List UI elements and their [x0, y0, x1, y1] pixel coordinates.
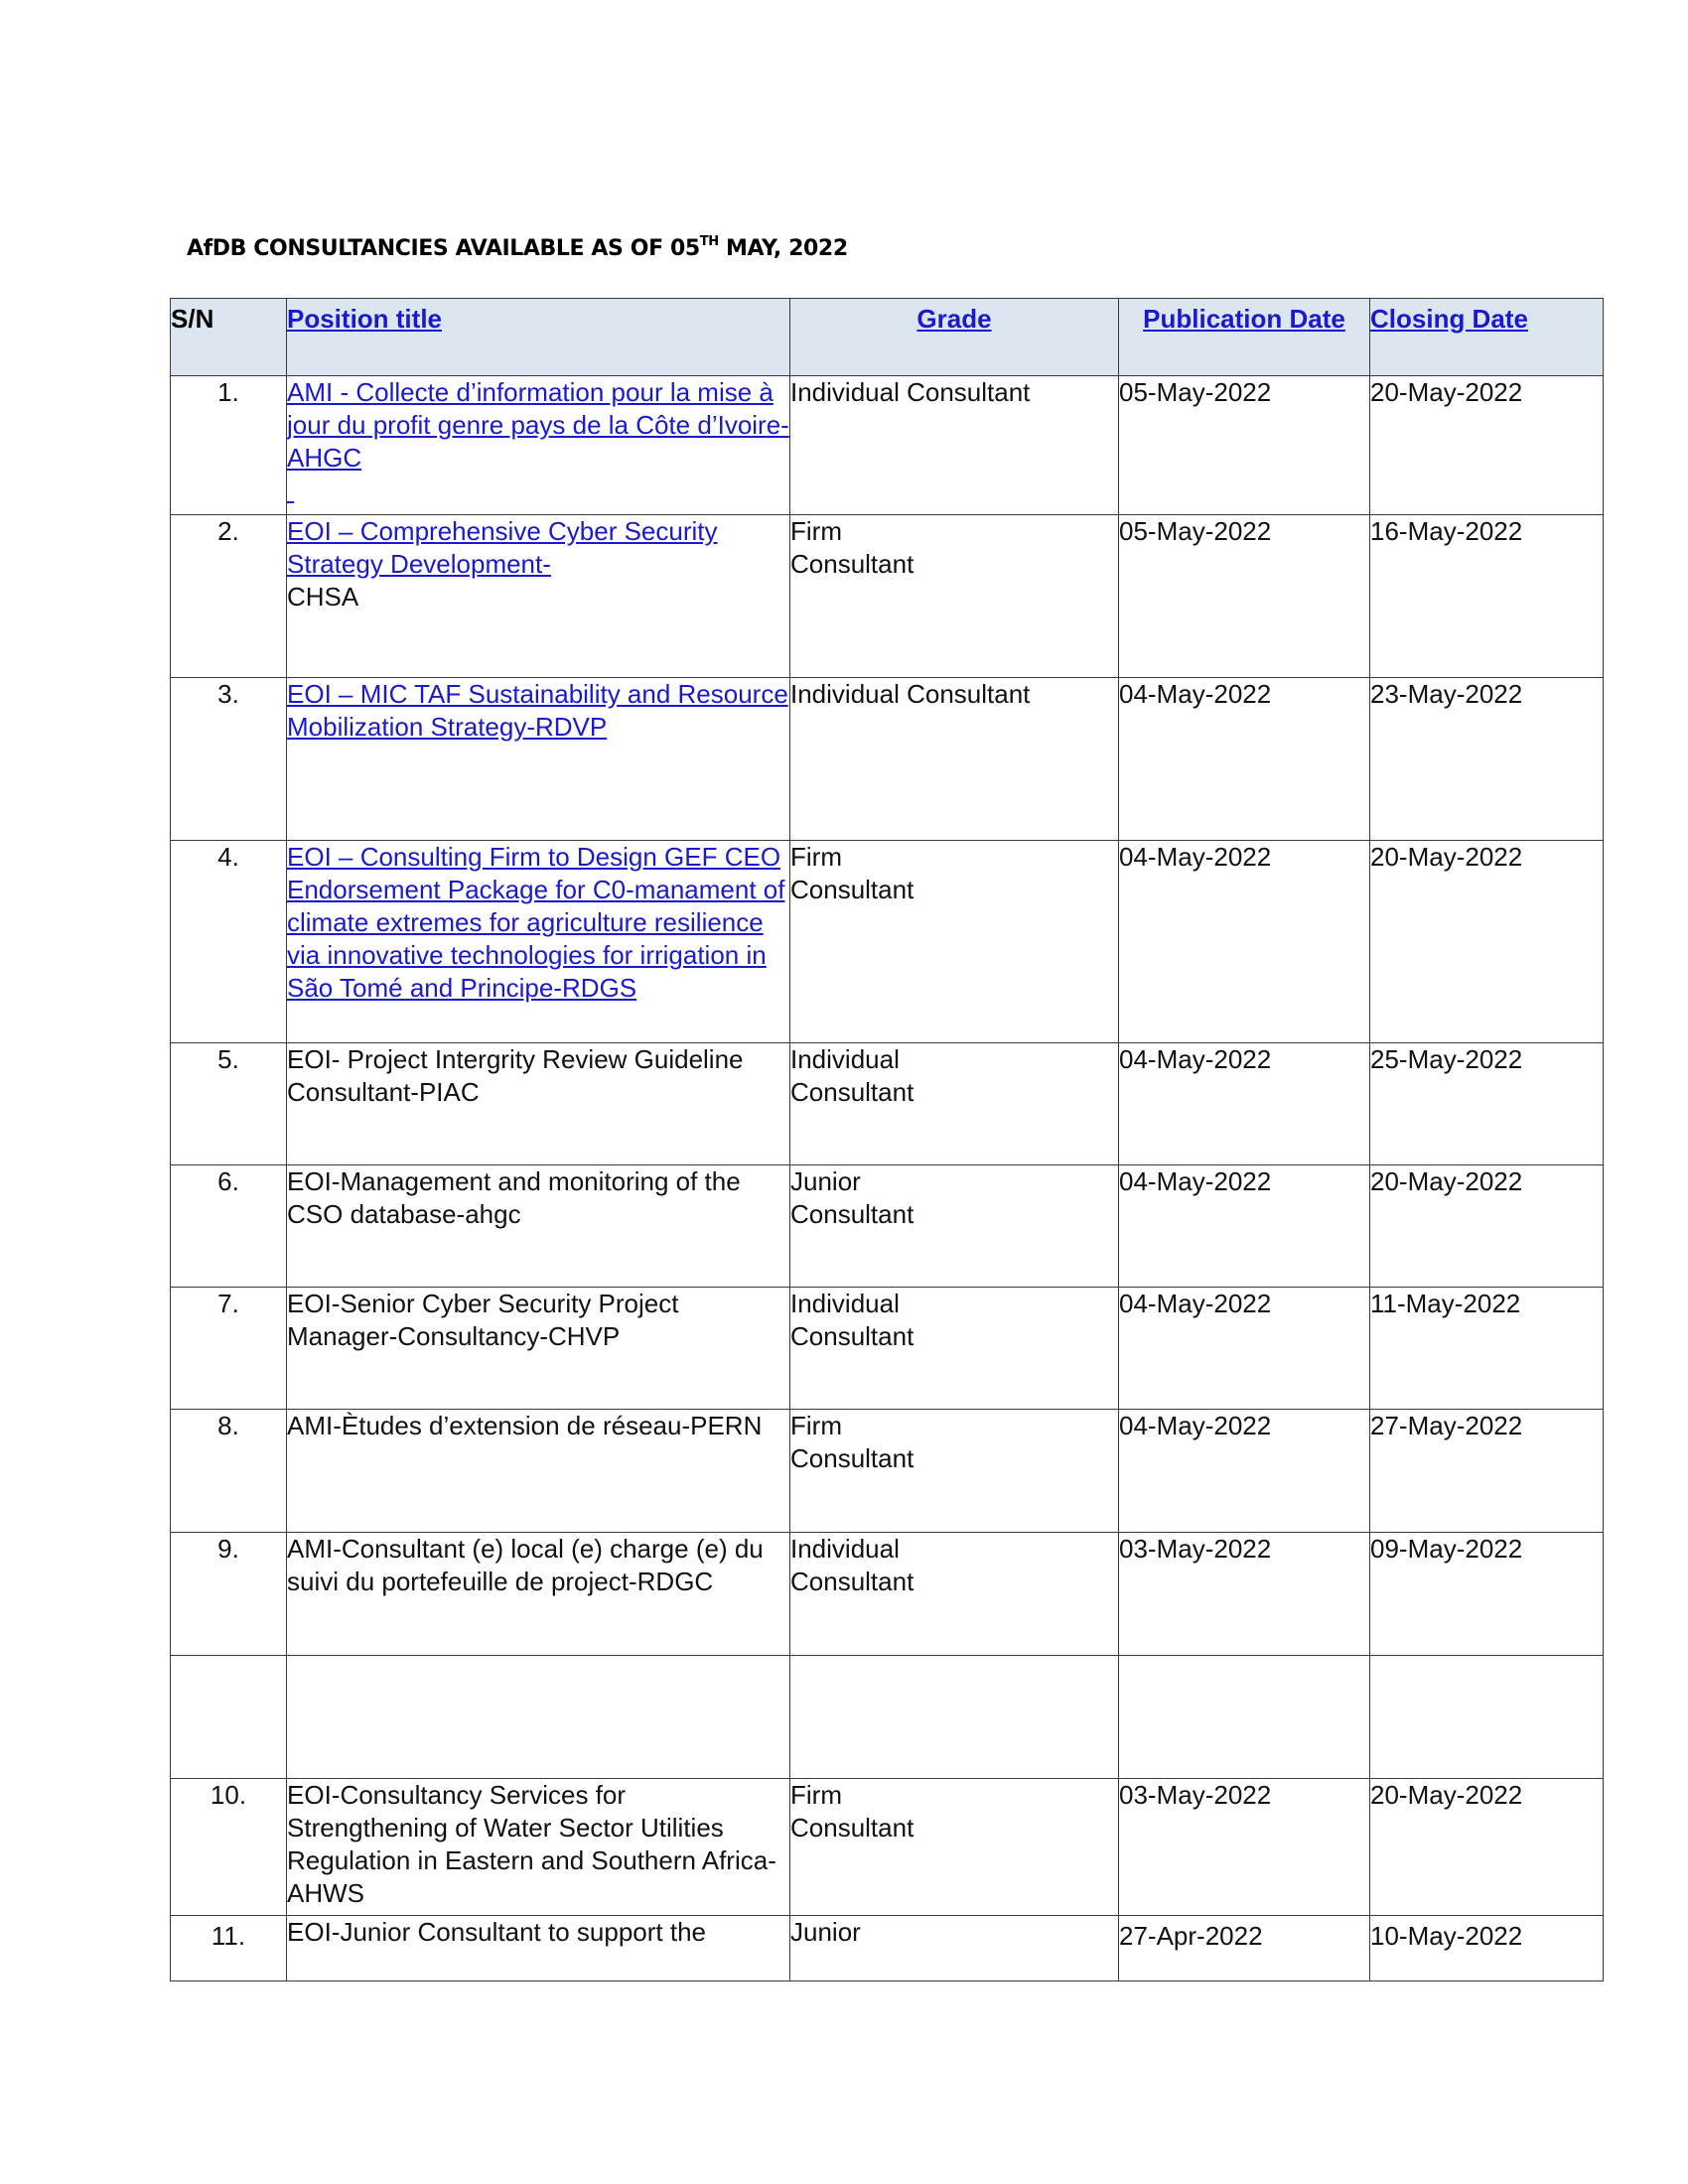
row-publication-date: 03-May-2022	[1119, 1533, 1370, 1656]
consultancies-table	[170, 298, 1604, 1981]
position-title-link[interactable]: EOI – MIC TAF Sustainability and Resource Mobilization Strategy-RDVP	[287, 679, 788, 742]
document-title-tail: MAY, 2022	[718, 236, 848, 261]
row-publication-date: 04-May-2022	[1119, 1410, 1370, 1533]
header-position-title-link[interactable]: Position title	[287, 304, 442, 334]
row-closing-date	[1370, 1656, 1604, 1779]
row-grade	[790, 841, 1119, 1043]
position-title-link[interactable]: AMI - Collecte d’information pour la mise à jour du profit genre pays de la Côte d’Ivoire-AHGC	[287, 377, 789, 473]
table-row	[171, 1410, 1604, 1533]
row-publication-date	[1119, 1656, 1370, 1779]
table-row	[171, 1533, 1604, 1656]
row-grade-text: Firm Consultant	[790, 516, 914, 579]
header-closing-date	[1370, 299, 1604, 376]
position-title-link[interactable]: EOI – Comprehensive Cyber Security Strategy Development-	[287, 516, 718, 579]
table-row	[171, 678, 1604, 841]
row-grade-text: Firm Consultant	[790, 842, 914, 904]
row-grade	[790, 1288, 1119, 1410]
row-sn: 10.	[171, 1779, 287, 1916]
header-publication-date	[1119, 299, 1370, 376]
row-grade-text: Firm Consultant	[790, 1411, 914, 1473]
row-position-title	[287, 376, 790, 515]
table-row	[171, 841, 1604, 1043]
table-row	[171, 1288, 1604, 1410]
row-grade-text: Individual Consultant	[790, 1289, 914, 1351]
row-grade-text: Individual Consultant	[790, 1534, 914, 1596]
row-position-title	[287, 1656, 790, 1779]
header-closing-date-link[interactable]: Closing Date	[1370, 304, 1528, 334]
position-title-text: EOI- Project Intergrity Review Guideline Consultant-PIAC	[287, 1044, 744, 1107]
table-row	[171, 1165, 1604, 1288]
row-publication-date: 04-May-2022	[1119, 1043, 1370, 1165]
row-grade-text: Junior Consultant	[790, 1166, 914, 1229]
document-title-superscript: TH	[699, 234, 719, 249]
row-grade	[790, 1043, 1119, 1165]
row-grade	[790, 1410, 1119, 1533]
row-closing-date: 20-May-2022	[1370, 376, 1604, 515]
document-title-main: AfDB CONSULTANCIES AVAILABLE AS OF 05	[187, 236, 700, 261]
row-position-title	[287, 678, 790, 841]
row-position-title	[287, 841, 790, 1043]
row-publication-date: 04-May-2022	[1119, 1288, 1370, 1410]
row-position-title	[287, 1288, 790, 1410]
row-publication-date: 27-Apr-2022	[1119, 1916, 1370, 1981]
row-sn: 4.	[171, 841, 287, 1043]
header-grade-link[interactable]: Grade	[916, 304, 992, 334]
position-title-suffix: CHSA	[287, 582, 359, 612]
row-grade: Junior	[790, 1916, 1119, 1981]
row-position-title	[287, 515, 790, 678]
table-row	[171, 515, 1604, 678]
header-position-title	[287, 299, 790, 376]
row-sn: 6.	[171, 1165, 287, 1288]
position-title-text: AMI-Consultant (e) local (e) charge (e) du suivi du portefeuille de project-RDGC	[287, 1534, 764, 1596]
row-position-title	[287, 1410, 790, 1533]
position-title-link[interactable]: EOI – Consulting Firm to Design GEF CEO Endorsement Package for C0-manament of climate extremes for agriculture resilience via innovative technologies for irrigation in São Tomé and Principe-RDGS	[287, 842, 785, 1003]
row-position-title	[287, 1916, 790, 1981]
header-sn-label: S/N	[171, 304, 214, 334]
position-title-text: AMI-Ètudes d’extension de réseau-PERN	[287, 1411, 763, 1440]
row-sn	[171, 1656, 287, 1779]
row-closing-date: 16-May-2022	[1370, 515, 1604, 678]
row-position-title	[287, 1533, 790, 1656]
position-title-text: EOI-Junior Consultant to support the	[287, 1917, 707, 1947]
row-grade-text: Individual Consultant	[790, 1044, 914, 1107]
row-sn: 2.	[171, 515, 287, 678]
row-sn: 5.	[171, 1043, 287, 1165]
row-closing-date: 20-May-2022	[1370, 1779, 1604, 1916]
row-grade	[790, 1533, 1119, 1656]
row-grade	[790, 1779, 1119, 1916]
row-grade	[790, 1656, 1119, 1779]
row-closing-date: 20-May-2022	[1370, 1165, 1604, 1288]
row-publication-date: 05-May-2022	[1119, 376, 1370, 515]
row-sn: 7.	[171, 1288, 287, 1410]
header-sn	[171, 299, 287, 376]
row-closing-date: 11-May-2022	[1370, 1288, 1604, 1410]
header-grade	[790, 299, 1119, 376]
row-grade	[790, 515, 1119, 678]
row-position-title	[287, 1043, 790, 1165]
row-sn: 9.	[171, 1533, 287, 1656]
table-row-empty	[171, 1656, 1604, 1779]
table-row	[171, 1916, 1604, 1981]
position-title-link-trailing[interactable]	[287, 476, 294, 505]
row-closing-date: 20-May-2022	[1370, 841, 1604, 1043]
table-header-row	[171, 299, 1604, 376]
document-title	[187, 234, 848, 261]
row-position-title	[287, 1165, 790, 1288]
table-row	[171, 1043, 1604, 1165]
row-closing-date: 27-May-2022	[1370, 1410, 1604, 1533]
row-closing-date: 23-May-2022	[1370, 678, 1604, 841]
row-position-title	[287, 1779, 790, 1916]
row-closing-date: 09-May-2022	[1370, 1533, 1604, 1656]
row-grade-text: Firm Consultant	[790, 1780, 914, 1843]
row-publication-date: 04-May-2022	[1119, 841, 1370, 1043]
row-publication-date: 04-May-2022	[1119, 678, 1370, 841]
table-row	[171, 1779, 1604, 1916]
row-sn: 11.	[171, 1916, 287, 1981]
row-publication-date: 03-May-2022	[1119, 1779, 1370, 1916]
row-grade	[790, 1165, 1119, 1288]
row-sn: 1.	[171, 376, 287, 515]
position-title-text: EOI-Senior Cyber Security Project Manager-Consultancy-CHVP	[287, 1289, 679, 1351]
row-grade: Individual Consultant	[790, 678, 1119, 841]
header-publication-date-link[interactable]: Publication Date	[1143, 304, 1345, 334]
row-publication-date: 04-May-2022	[1119, 1165, 1370, 1288]
table-row	[171, 376, 1604, 515]
row-closing-date: 25-May-2022	[1370, 1043, 1604, 1165]
row-publication-date: 05-May-2022	[1119, 515, 1370, 678]
row-grade: Individual Consultant	[790, 376, 1119, 515]
row-closing-date: 10-May-2022	[1370, 1916, 1604, 1981]
row-sn: 8.	[171, 1410, 287, 1533]
position-title-text: EOI-Management and monitoring of the CSO database-ahgc	[287, 1166, 741, 1229]
position-title-text: EOI-Consultancy Services for Strengthening of Water Sector Utilities Regulation in Eastern and Southern Africa-AHWS	[287, 1780, 776, 1908]
row-sn: 3.	[171, 678, 287, 841]
